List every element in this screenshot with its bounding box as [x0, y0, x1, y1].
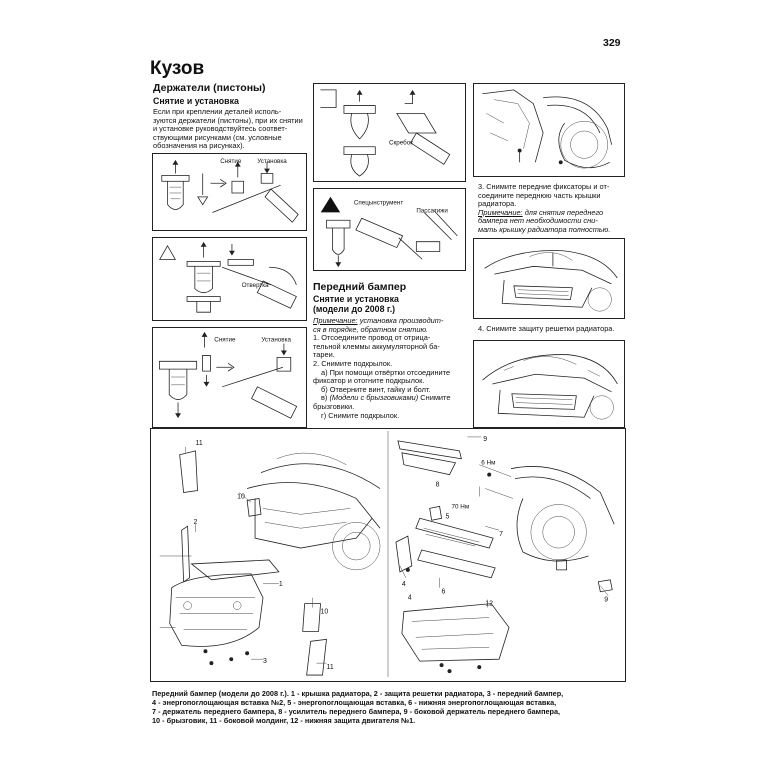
- step-line: тареи.: [313, 350, 335, 360]
- caption-line: Передний бампер (модели до 2008 г.). 1 - крышка радиатора, 2 - защита решетки радиатора, 3 - передний бампер,: [152, 689, 564, 698]
- step3-note-line: мать крышку радиатора полностью.: [478, 224, 611, 234]
- callout-6: 6: [441, 588, 446, 596]
- step3-note-line: для снятия переднего: [524, 207, 604, 217]
- label-install: Установка: [257, 157, 287, 165]
- wheel-arch-drawing: [474, 84, 624, 176]
- clip-c-drawing: [153, 328, 306, 427]
- label-scraper: Скребок: [389, 139, 413, 147]
- section-title: Кузов: [150, 58, 205, 79]
- label-screwdriver: Отвертка: [241, 281, 269, 289]
- callout-9: 9: [483, 435, 488, 443]
- step3-text: [478, 183, 628, 235]
- figure-scraper: [313, 83, 466, 182]
- label-removal-2: Снятие: [214, 336, 236, 344]
- callout-7: 7: [499, 531, 503, 539]
- special-tool-drawing: [314, 189, 465, 270]
- caption-line: 7 - держатель переднего бампера, 8 - усилитель переднего бампера, 9 - боковой держатель переднего бампера,: [152, 707, 561, 716]
- callout-10: 10: [237, 493, 245, 501]
- figure-caption: [152, 689, 630, 725]
- callout-12: 12: [485, 600, 493, 608]
- note-line: ся в порядке, обратном снятию.: [313, 324, 429, 334]
- step-line: г) Снимите подкрылок.: [321, 410, 400, 420]
- figure-clip-b: [152, 237, 307, 321]
- callout-11b: 11: [326, 664, 334, 672]
- figure-wheel-arch: [473, 83, 625, 177]
- callout-8: 8: [435, 481, 440, 489]
- scraper-drawing: [314, 84, 465, 181]
- step-line: тельной клеммы аккумуляторной ба-: [313, 341, 440, 351]
- figure-clip-a: [152, 153, 307, 231]
- callout-9b: 9: [604, 596, 609, 604]
- clip-b-drawing: [153, 238, 306, 320]
- holders-heading: Держатели (пистоны): [153, 82, 266, 94]
- holders-line: ствующими рисунками (см. условные: [153, 132, 282, 142]
- figure-special-tool: [313, 188, 466, 271]
- step-line: а) При помощи отвёртки отсоедините: [321, 367, 451, 377]
- callout-4b: 4: [407, 594, 412, 602]
- holders-text: [153, 108, 309, 151]
- caption-line: 4 - энергопоглощающая вставка №2, 5 - энергопоглощающая вставка, 6 - нижняя энергопоглощающая вставка,: [152, 698, 557, 707]
- callout-3: 3: [262, 658, 267, 666]
- step-line: 2. Снимите подкрылок.: [313, 358, 393, 368]
- front-bumper-subheading: Снятие и установка: [313, 294, 399, 304]
- car-front-1-drawing: [474, 239, 624, 318]
- label-special-tool: Спецынструмент: [353, 199, 404, 207]
- front-bumper-heading: Передний бампер: [313, 281, 407, 293]
- holders-line: обозначения на рисунках).: [153, 141, 245, 151]
- warning-triangle-icon: [321, 197, 341, 213]
- callout-5: 5: [445, 513, 450, 521]
- step3-line: соедините переднюю часть крышки: [478, 190, 601, 200]
- holders-line: Если при креплении деталей исполь-: [153, 107, 282, 116]
- callout-4: 4: [401, 580, 406, 588]
- label-removal: Снятие: [220, 157, 242, 165]
- step-line: б) Отверните винт, гайку и болт.: [321, 384, 431, 394]
- callout-11: 11: [195, 439, 203, 447]
- exploded-view-drawing: [151, 429, 625, 681]
- page-number: 329: [603, 37, 621, 49]
- step4-text: 4. Снимите защиту решетки радиатора.: [478, 324, 615, 333]
- front-bumper-subheading2: (модели до 2008 г.): [313, 304, 396, 314]
- callout-1: 1: [278, 580, 283, 588]
- step-line: брызговики.: [313, 401, 355, 411]
- step-c-condition: (Модели с брызговиками): [329, 393, 419, 403]
- note-line: установка производит-: [359, 316, 444, 325]
- holders-line: зуются держатели (пистоны), при их снятии: [153, 115, 303, 125]
- figure-exploded-view: [150, 428, 626, 682]
- front-bumper-text: [313, 317, 469, 420]
- step3-line: радиатора.: [478, 199, 517, 209]
- step-c-label: в): [321, 393, 328, 403]
- step-c-action: Снимите: [420, 393, 451, 403]
- torque-6nm: 6 Нм: [481, 459, 496, 467]
- figure-clip-c: [152, 327, 307, 428]
- label-pliers: Пассатижи: [416, 207, 448, 215]
- callout-10b: 10: [320, 608, 329, 616]
- figure-car-front-1: [473, 238, 625, 319]
- step3-note-line: бампера нет необходимости сни-: [478, 216, 598, 226]
- holders-subheading: Снятие и установка: [153, 96, 239, 106]
- note-label: Примечание:: [313, 316, 358, 325]
- callout-2: 2: [193, 519, 198, 527]
- step3-line: 3. Снимите передние фиксаторы и от-: [478, 182, 610, 191]
- caution-triangle-icon: [160, 246, 176, 260]
- step3-note-label: Примечание:: [478, 207, 523, 217]
- label-install-2: Установка: [261, 336, 291, 344]
- step-line: 1. Отсоедините провод от отрица-: [313, 333, 431, 343]
- clip-a-drawing: [153, 154, 306, 230]
- holders-line: и установке руководствуйтесь соответ-: [153, 124, 288, 134]
- torque-70nm: 70 Нм: [451, 503, 470, 511]
- car-front-2-drawing: [474, 341, 624, 427]
- figure-car-front-2: [473, 340, 625, 428]
- step-line: фиксатор и отогните подкрылок.: [313, 376, 425, 386]
- caption-line: 10 - брызговик, 11 - боковой молдинг, 12 - нижняя защита двигателя №1.: [152, 716, 416, 725]
